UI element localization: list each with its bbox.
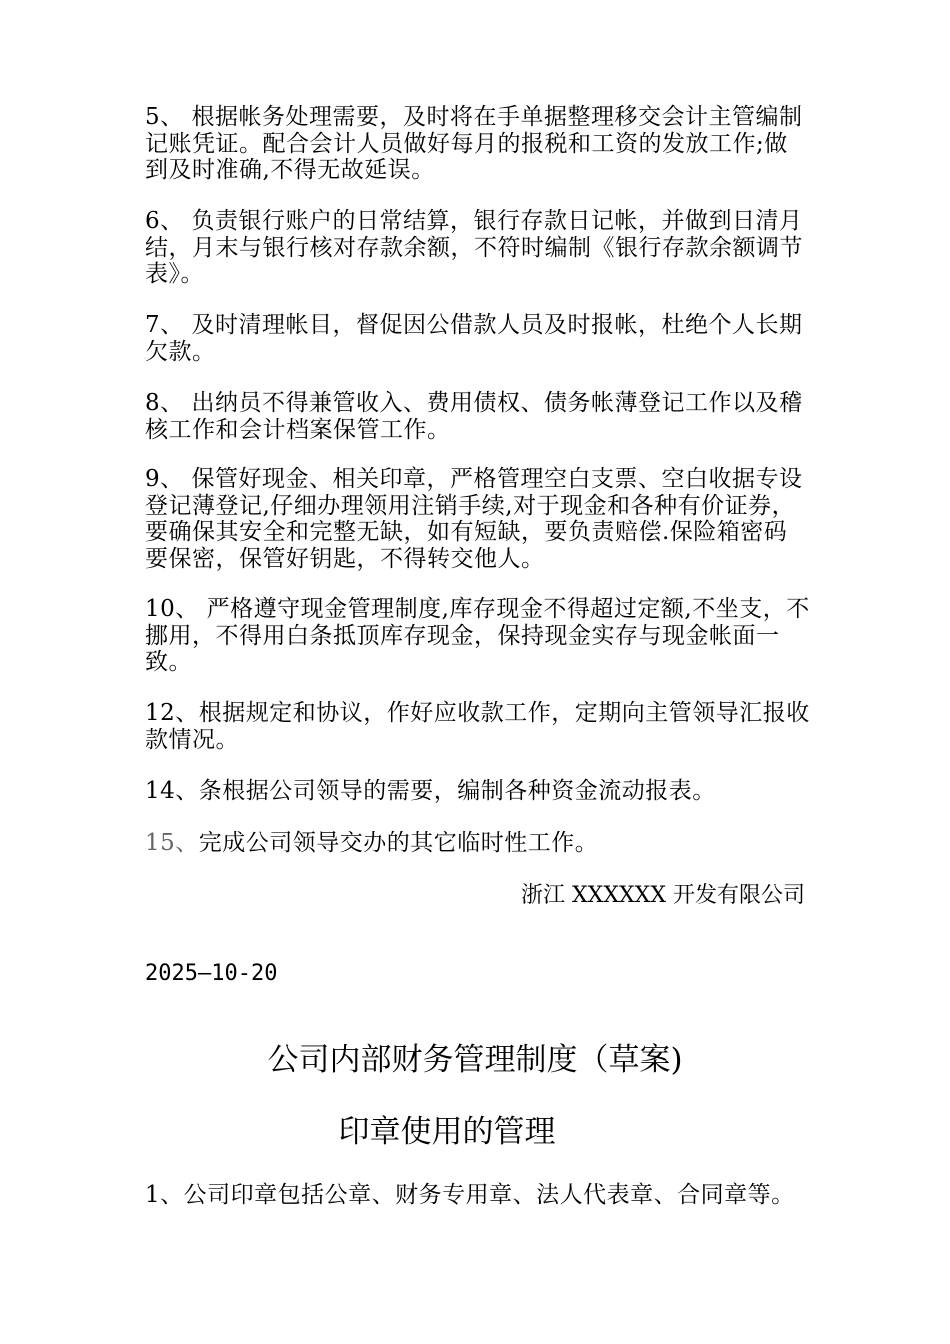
item-number: 9、 bbox=[145, 466, 184, 492]
item-text: 完成公司领导交办的其它临时性工作。 bbox=[198, 830, 599, 856]
item-number: 15、 bbox=[145, 830, 199, 856]
document-title: 公司内部财务管理制度（草案) bbox=[267, 1042, 683, 1078]
list-item-8 bbox=[145, 390, 810, 443]
item-text: 及时清理帐目，督促因公借款人员及时报帐，杜绝个人长期欠款。 bbox=[145, 312, 803, 365]
item-text: 负责银行账户的日常结算，银行存款日记帐，并做到日清月结，月末与银行核对存款余额，不符时编制《银行存款余额调节表》。 bbox=[145, 208, 803, 287]
rule-item-1: 1、公司印章包括公章、财务专用章、法人代表章、合同章等。 bbox=[145, 1182, 795, 1208]
list-item-9 bbox=[145, 466, 810, 572]
item-number: 8、 bbox=[145, 390, 184, 416]
company-name: 浙江 XXXXXX 开发有限公司 bbox=[521, 883, 805, 908]
item-text: 根据帐务处理需要，及时将在手单据整理移交会计主管编制记账凭证。配合会计人员做好每月的报税和工资的发放工作;做到及时准确,不得无故延误。 bbox=[145, 104, 803, 183]
section-title: 印章使用的管理 bbox=[338, 1114, 556, 1150]
item-text: 出纳员不得兼管收入、费用债权、债务帐薄登记工作以及稽核工作和会计档案保管工作。 bbox=[145, 390, 803, 443]
list-item-12 bbox=[145, 700, 810, 753]
item-number: 14、 bbox=[145, 778, 199, 804]
list-item-7 bbox=[145, 312, 810, 365]
list-item-14 bbox=[145, 778, 810, 805]
item-number: 10、 bbox=[145, 596, 199, 622]
item-number: 12、 bbox=[145, 700, 199, 726]
list-item-5 bbox=[145, 104, 810, 184]
item-text: 保管好现金、相关印章，严格管理空白支票、空白收据专设登记薄登记,仔细办理领用注销手续,对于现金和各种有价证券，要确保其安全和完整无缺，如有短缺，要负责赔偿.保险箱密码要保密，保管好钥匙，不得转交他人。 bbox=[145, 466, 803, 572]
list-item-10 bbox=[145, 596, 810, 676]
item-number: 6、 bbox=[145, 208, 184, 234]
item-text: 条根据公司领导的需要，编制各种资金流动报表。 bbox=[198, 778, 716, 804]
item-number: 5、 bbox=[145, 104, 184, 130]
list-item-6 bbox=[145, 208, 810, 288]
list-item-15 bbox=[145, 830, 810, 857]
item-text: 严格遵守现金管理制度,库存现金不得超过定额,不坐支，不挪用，不得用白条抵顶库存现金，保持现金实存与现金帐面一致。 bbox=[145, 596, 810, 675]
item-text: 根据规定和协议，作好应收款工作，定期向主管领导汇报收款情况。 bbox=[145, 700, 810, 753]
document-date: 2025—10-20 bbox=[145, 961, 278, 986]
item-number: 7、 bbox=[145, 312, 184, 338]
